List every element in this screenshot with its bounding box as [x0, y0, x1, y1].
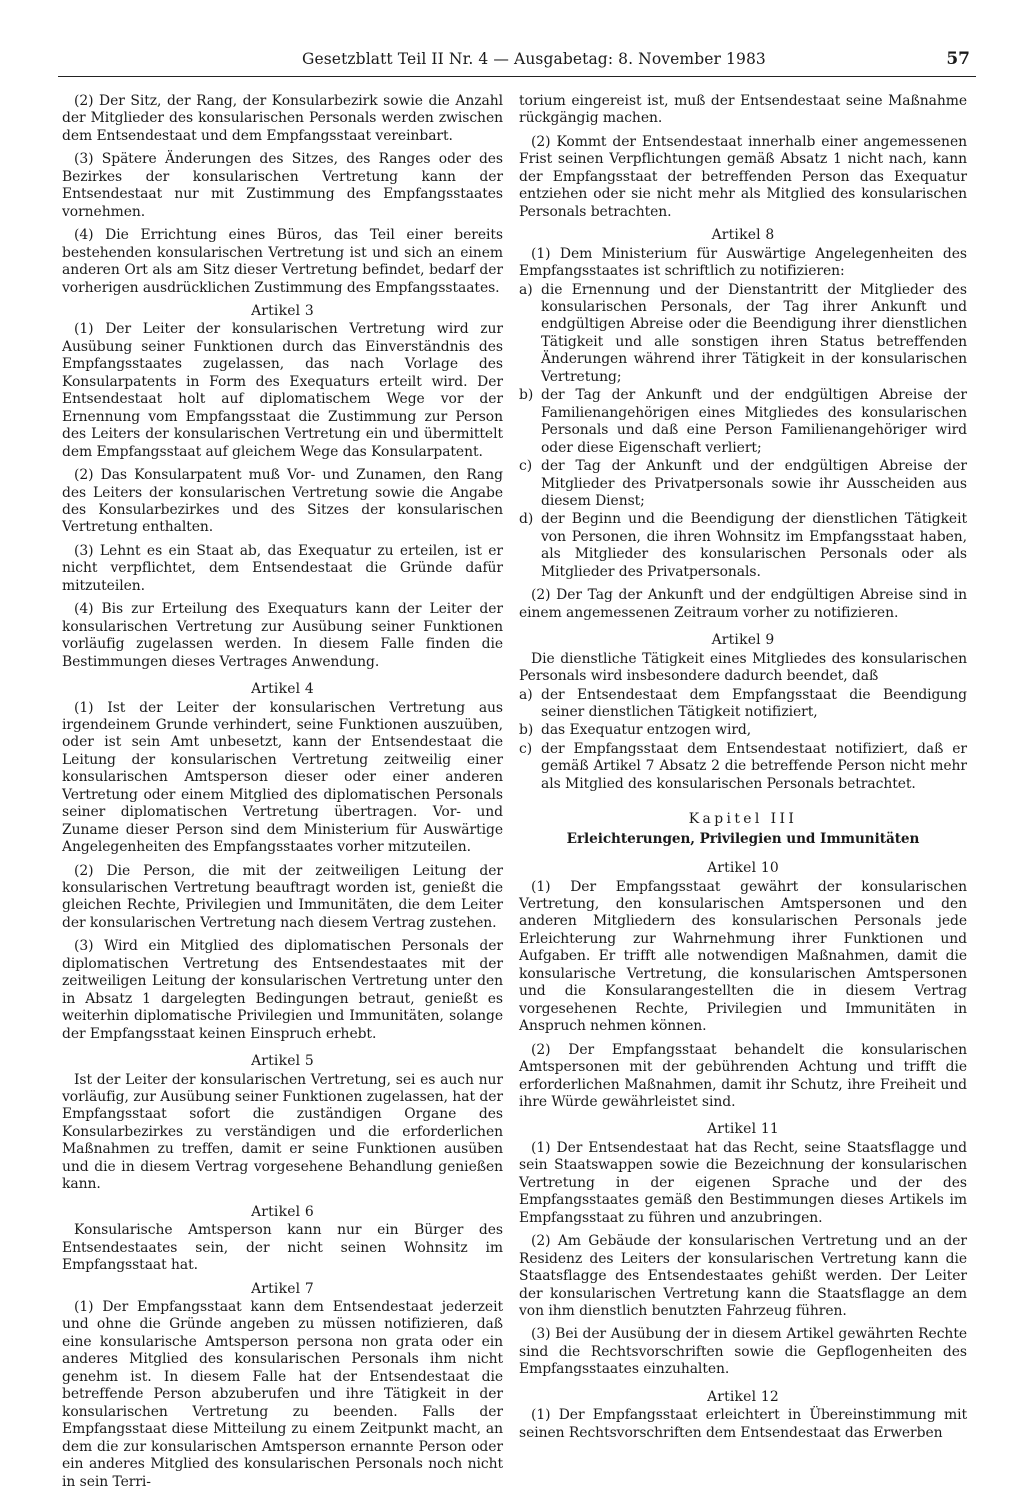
list-item-text: der Tag der Ankunft und der endgültigen Abreise der Familienangehörigen eines Mitgliedes des konsularischen Personals und daß eine Person Familienangehöriger wird oder diese Eigenschaft verliert;: [541, 387, 967, 456]
list-item-text: der Entsendestaat dem Empfangsstaat die Beendigung seiner dienstlichen Tätigkeit notifiziert,: [541, 686, 967, 720]
art3-paragraph-3: (3) Lehnt es ein Staat ab, das Exequatur zu erteilen, ist er nicht verpflichtet, dem Entsendestaat die Gründe dafür mitzuteilen.: [62, 542, 503, 594]
article-9-heading: Artikel 9: [711, 632, 775, 649]
art9-paragraph-1: Die dienstliche Tätigkeit eines Mitgliedes des konsularischen Personals wird insbesondere dadurch beendet, daß: [519, 650, 967, 685]
list-item: [519, 741, 967, 793]
art2-paragraph-4: (4) Die Errichtung eines Büros, das Teil einer bereits bestehenden konsularischen Vertretung ist und sich an einem anderen Ort als am Sitz dieser Vertretung befindet, bedarf der vorherigen ausdrücklichen Zustimmung des Empfangsstaates.: [62, 227, 503, 296]
list-item-text: das Exequatur entzogen wird,: [541, 722, 752, 739]
page-number: 57: [946, 49, 970, 69]
article-3-heading: Artikel 3: [251, 302, 314, 319]
art4-paragraph-1: (1) Ist der Leiter der konsularischen Vertretung aus irgendeinem Grunde verhindert, seine Funktionen auszuüben, oder ist sein Amt unbesetzt, kann der Entsendestaat die Leitung der konsularischen Vertretung zeitweilig einer konsularischen Amtsperson dieser oder einer anderen Vertretung oder einem Mitglied des diplomatischen Personals seiner diplomatischen Vertretung übertragen. Vor- und Zuname dieser Person sind dem Ministerium für Auswärtige Angelegenheiten des Empfangsstaates vorher mitzuteilen.: [62, 699, 503, 856]
list-item-letter: c): [519, 740, 533, 757]
article-10-heading: Artikel 10: [707, 860, 779, 877]
art8-paragraph-1: (1) Dem Ministerium für Auswärtige Angelegenheiten des Empfangsstaates ist schriftlich zu notifizieren:: [519, 245, 967, 280]
art7-paragraph-2: (2) Kommt der Entsendestaat innerhalb einer angemessenen Frist seinen Verpflichtungen gemäß Absatz 1 nicht nach, kann der Empfangsstaat der betreffenden Person das Exequatur entziehen oder sie nicht mehr als Mitglied des konsularischen Personals betrachten.: [519, 133, 967, 220]
list-item-letter: b): [519, 387, 534, 404]
list-item-text: der Tag der Ankunft und der endgültigen Abreise der Mitglieder des Privatpersonals sowie ihr Ausscheiden aus diesem Dienst;: [541, 458, 967, 509]
list-item: [519, 511, 967, 581]
art10-paragraph-2: (2) Der Empfangsstaat behandelt die konsularischen Amtspersonen mit der gebührenden Achtung und trifft die erforderlichen Maßnahmen, damit ihr Schutz, ihre Freiheit und ihre Würde gewährleistet sind.: [519, 1041, 967, 1111]
art6-paragraph-1: Konsularische Amtsperson kann nur ein Bürger des Entsendestaates sein, der nicht seinen Wohnsitz im Empfangsstaat hat.: [62, 1222, 503, 1274]
left-column: [62, 93, 503, 1497]
art3-paragraph-4: (4) Bis zur Erteilung des Exequaturs kann der Leiter der konsularischen Vertretung zur Ausübung seiner Funktionen vorläufig zugelassen werden. In diesem Falle finden die Bestimmungen dieses Vertrages Anwendung.: [62, 601, 503, 670]
art2-paragraph-3: (3) Spätere Änderungen des Sitzes, des Ranges oder des Bezirkes der konsularischen Vertretung kann der Entsendestaat nur mit Zustimmung des Empfangsstaates vornehmen.: [62, 151, 503, 220]
list-item: [519, 458, 967, 510]
article-12-heading: Artikel 12: [707, 1388, 779, 1405]
art11-paragraph-1: (1) Der Entsendestaat hat das Recht, seine Staatsflagge und sein Staatswappen sowie die Bezeichnung der konsularischen Vertretung in der eigenen Sprache und der des Empfangsstaates gemäß den Bestimmungen dieses Artikels im Empfangsstaat zu führen und anzubringen.: [519, 1139, 967, 1226]
list-item-letter: a): [519, 686, 533, 703]
list-item-letter: c): [519, 458, 533, 475]
art12-paragraph-1: (1) Der Empfangsstaat erleichtert in Übereinstimmung mit seinen Rechtsvorschriften dem Entsendestaat das Erwerben: [519, 1407, 967, 1441]
page-header: [58, 50, 976, 77]
art11-paragraph-2: (2) Am Gebäude der konsularischen Vertretung und an der Residenz des Leiters der konsularischen Vertretung kann die Staatsflagge des Entsendestaates gehißt werden. Der Leiter der konsularischen Vertretung kann die Staatsflagge an dem von ihm dienstlich benutzten Fahrzeug führen.: [519, 1233, 967, 1319]
art4-paragraph-3: (3) Wird ein Mitglied des diplomatischen Personals der diplomatischen Vertretung des Entsendestaates mit der zeitweiligen Leitung der konsularischen Vertretung unter den in Absatz 1 dargelegten Bedingungen betraut, genießt es weiterhin diplomatische Privilegien und Immunitäten, solange der Empfangsstaat keinen Einspruch erhebt.: [62, 938, 503, 1042]
article-5-heading: Artikel 5: [251, 1053, 314, 1070]
article-6-heading: Artikel 6: [251, 1203, 314, 1220]
art7-continuation: torium eingereist ist, muß der Entsendestaat seine Maßnahme rückgängig machen.: [519, 93, 967, 127]
right-column: [519, 93, 967, 1448]
list-item-letter: b): [519, 722, 534, 739]
chapter-heading: Kapitel III: [688, 811, 798, 828]
article-11-heading: Artikel 11: [707, 1121, 779, 1138]
article-7-heading: Artikel 7: [251, 1280, 314, 1297]
art3-paragraph-1: (1) Der Leiter der konsularischen Vertretung wird zur Ausübung seiner Funktionen durch das Einverständnis des Empfangsstaates zugelassen, das nach Vorlage des Konsularpatents in Form des Exequaturs erteilt wird. Der Entsendestaat holt auf diplomatischem Wege vor der Ernennung vom Empfangsstaat die Zustimmung zur Person des Leiters der konsularischen Vertretung ein und übermittelt dem Empfangsstaat auf gleichem Wege das Konsularpatent.: [62, 321, 503, 460]
list-item-letter: d): [519, 511, 534, 528]
header-title: Gesetzblatt Teil II Nr. 4 — Ausgabetag: 8. November 1983: [302, 50, 766, 68]
art11-paragraph-3: (3) Bei der Ausübung der in diesem Artikel gewährten Rechte sind die Rechtsvorschriften sowie die Gepflogenheiten des Empfangsstaates einzuhalten.: [519, 1326, 967, 1378]
art8-paragraph-2: (2) Der Tag der Ankunft und der endgültigen Abreise sind in einem angemessenen Zeitraum vorher zu notifizieren.: [519, 587, 967, 621]
art2-paragraph-2: (2) Der Sitz, der Rang, der Konsularbezirk sowie die Anzahl der Mitglieder des konsularischen Personals werden zwischen dem Entsendestaat und dem Empfangsstaat vereinbart.: [62, 93, 503, 144]
list-item-letter: a): [519, 281, 533, 298]
list-item-text: die Ernennung und der Dienstantritt der Mitglieder des konsularischen Personals, der Tag ihrer Ankunft und endgültigen Abreise oder die Beendigung ihrer dienstlichen Tätigkeit und alle sonstigen ihren Status betreffenden Änderungen während ihrer Tätigkeit in der konsularischen Vertretung;: [541, 281, 967, 385]
list-item: [519, 387, 967, 457]
art7-paragraph-1: (1) Der Empfangsstaat kann dem Entsendestaat jederzeit und ohne die Gründe angeben zu müssen notifizieren, daß eine konsularische Amtsperson persona non grata oder ein anderes Mitglied des konsularischen Personals ihm nicht genehm ist. In diesem Falle hat der Entsendestaat die betreffende Person abzuberufen und ihre Tätigkeit in der konsularischen Vertretung zu beenden. Falls der Empfangsstaat diese Mitteilung zu einem Zeitpunkt macht, an dem die zur konsularischen Amtsperson ernannte Person oder ein anderes Mitglied des konsularischen Personals noch nicht in sein Terri-: [62, 1299, 503, 1490]
article-4-heading: Artikel 4: [251, 681, 314, 698]
article-8-heading: Artikel 8: [711, 227, 775, 244]
list-item: [519, 722, 967, 739]
art4-paragraph-2: (2) Die Person, die mit der zeitweiligen Leitung der konsularischen Vertretung beauftragt worden ist, genießt die gleichen Rechte, Privilegien und Immunitäten, die dem Leiter der konsularischen Vertretung nach diesem Vertrag zustehen.: [62, 862, 503, 931]
art3-paragraph-2: (2) Das Konsularpatent muß Vor- und Zunamen, den Rang des Leiters der konsularischen Vertretung sowie die Angabe des Konsularbezirkes und des Sitzes der konsularischen Vertretung enthalten.: [62, 467, 503, 536]
list-item: [519, 687, 967, 722]
art10-paragraph-1: (1) Der Empfangsstaat gewährt der konsularischen Vertretung, den konsularischen Amtspersonen und den anderen Mitgliedern des konsularischen Personals jede Erleichterung zur Wahrnehmung ihrer Funktionen und Aufgaben. Er trifft alle notwendigen Maßnahmen, damit die konsularische Vertretung, die konsularischen Amtspersonen und die Konsularangestellten die in diesem Vertrag vorgesehenen Rechte, Privilegien und Immunitäten in Anspruch nehmen können.: [519, 878, 967, 1035]
list-item-text: der Beginn und die Beendigung der dienstlichen Tätigkeit von Personen, die ihren Wohnsitz im Empfangsstaat haben, als Mitglieder des konsularischen Personals oder als Mitglieder des Privatpersonals.: [541, 511, 967, 580]
list-item: [519, 282, 967, 387]
list-item-text: der Empfangsstaat dem Entsendestaat notifiziert, daß er gemäß Artikel 7 Absatz 2 die betreffende Person nicht mehr als Mitglied des konsularischen Personals betrachtet.: [541, 740, 967, 792]
chapter-title: Erleichterungen, Privilegien und Immunitäten: [566, 830, 920, 847]
art5-paragraph-1: Ist der Leiter der konsularischen Vertretung, sei es auch nur vorläufig, zur Ausübung seiner Funktionen zugelassen, hat der Empfangsstaat sofort die zuständigen Organe des Konsularbezirkes zu verständigen und die erforderlichen Maßnahmen zu treffen, damit er seine Funktionen ausüben und die in diesem Vertrag vorgesehene Behandlung genießen kann.: [62, 1071, 503, 1193]
